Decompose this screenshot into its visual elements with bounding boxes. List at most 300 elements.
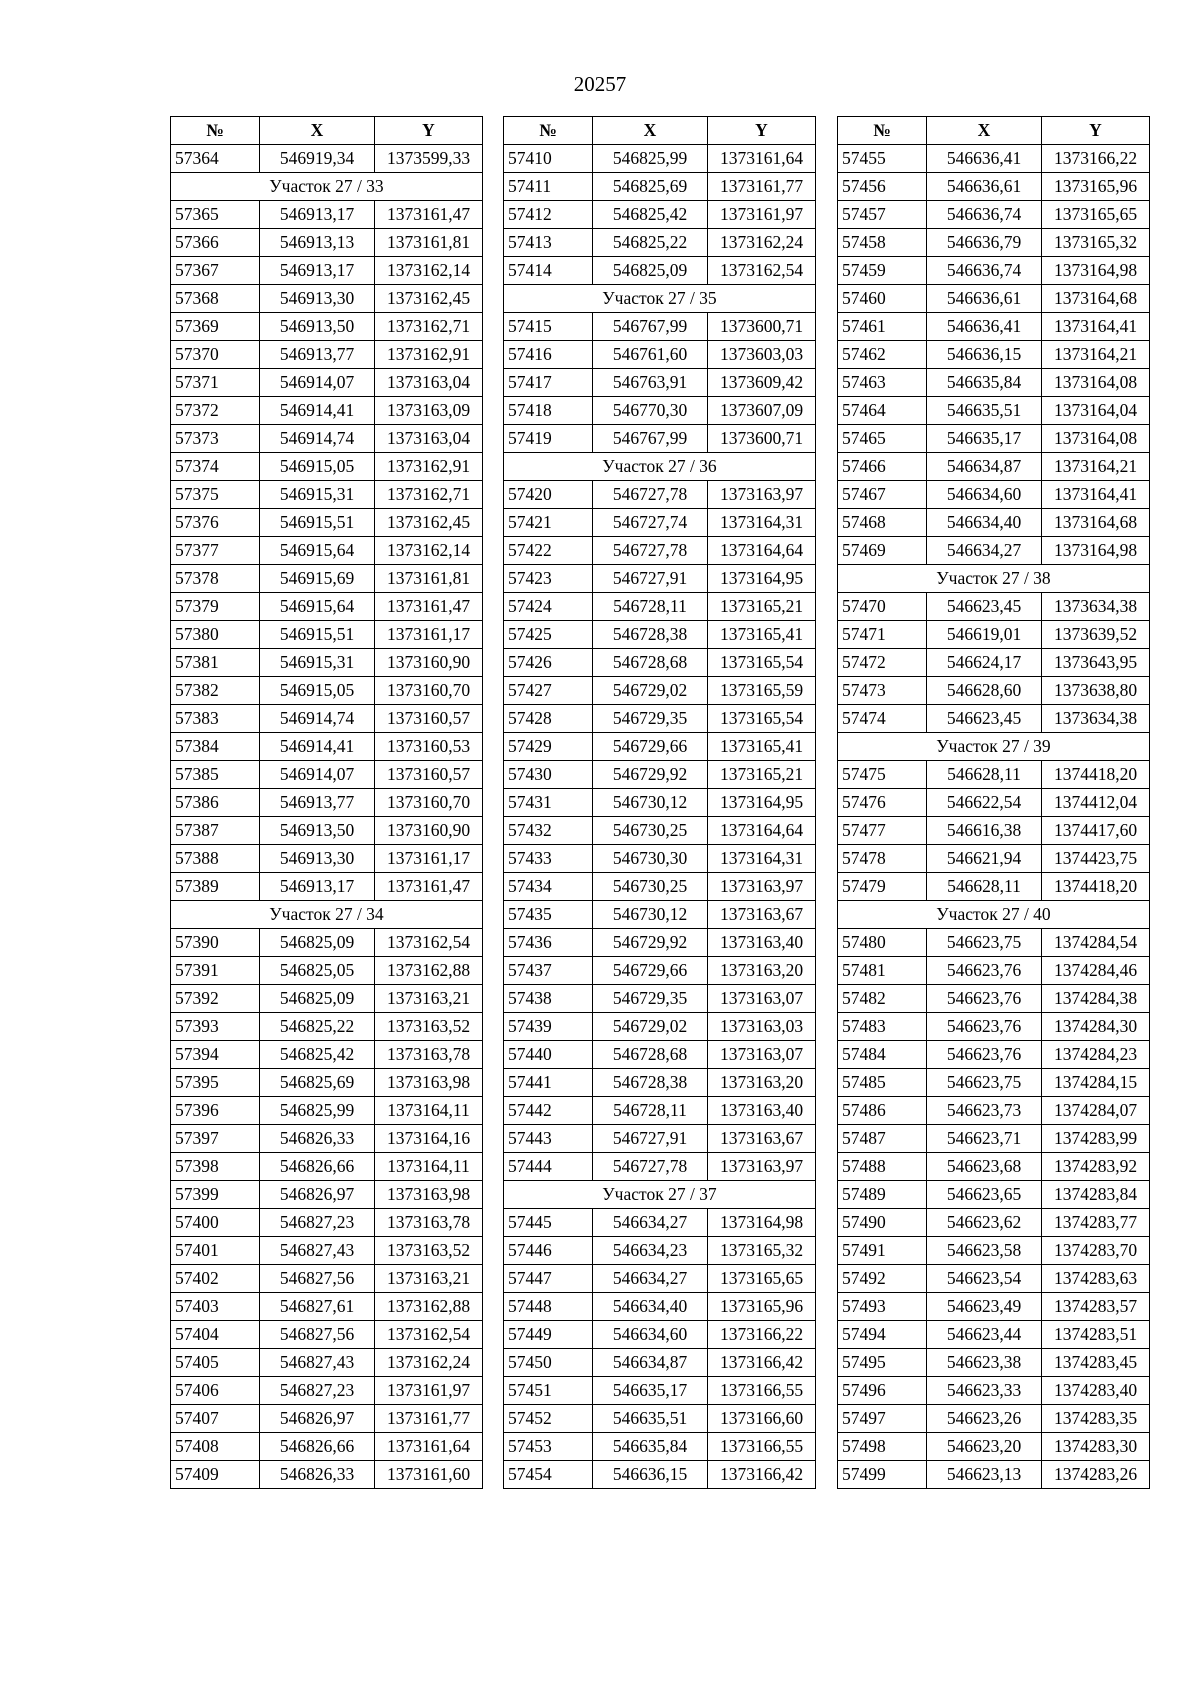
table-row — [171, 649, 483, 677]
point-number-cell: 57422 — [504, 537, 593, 565]
x-coordinate-cell: 546914,74 — [260, 425, 375, 453]
table-row — [504, 649, 816, 677]
table-row — [838, 1013, 1150, 1041]
x-coordinate-cell: 546623,38 — [927, 1349, 1042, 1377]
table-row — [504, 1013, 816, 1041]
table-row — [838, 789, 1150, 817]
table-row — [171, 1125, 483, 1153]
table-row — [171, 285, 483, 313]
y-coordinate-cell: 1373164,11 — [375, 1153, 483, 1181]
x-coordinate-cell: 546913,77 — [260, 789, 375, 817]
point-number-cell: 57469 — [838, 537, 927, 565]
y-coordinate-cell: 1373638,80 — [1042, 677, 1150, 705]
x-coordinate-cell: 546825,22 — [260, 1013, 375, 1041]
y-coordinate-cell: 1374283,35 — [1042, 1405, 1150, 1433]
table-row — [838, 1377, 1150, 1405]
y-coordinate-cell: 1373166,22 — [1042, 145, 1150, 173]
table-row — [171, 1013, 483, 1041]
point-number-cell: 57481 — [838, 957, 927, 985]
table-row — [504, 313, 816, 341]
point-number-cell: 57460 — [838, 285, 927, 313]
table-row — [838, 1097, 1150, 1125]
point-number-cell: 57376 — [171, 509, 260, 537]
x-coordinate-cell: 546636,79 — [927, 229, 1042, 257]
table-row — [504, 1293, 816, 1321]
x-coordinate-cell: 546913,77 — [260, 341, 375, 369]
y-coordinate-cell: 1373160,57 — [375, 761, 483, 789]
table-row — [838, 957, 1150, 985]
table-row — [504, 565, 816, 593]
x-coordinate-cell: 546728,68 — [593, 1041, 708, 1069]
table-row — [171, 817, 483, 845]
table-row — [838, 761, 1150, 789]
point-number-cell: 57466 — [838, 453, 927, 481]
y-coordinate-cell: 1373165,65 — [1042, 201, 1150, 229]
x-coordinate-cell: 546913,30 — [260, 285, 375, 313]
table-row — [171, 1181, 483, 1209]
x-coordinate-cell: 546634,27 — [927, 537, 1042, 565]
point-number-cell: 57405 — [171, 1349, 260, 1377]
x-coordinate-cell: 546727,78 — [593, 537, 708, 565]
y-coordinate-cell: 1373161,77 — [375, 1405, 483, 1433]
table-row — [171, 1153, 483, 1181]
x-coordinate-cell: 546913,30 — [260, 845, 375, 873]
point-number-cell: 57490 — [838, 1209, 927, 1237]
point-number-cell: 57448 — [504, 1293, 593, 1321]
x-coordinate-cell: 546729,66 — [593, 733, 708, 761]
y-coordinate-cell: 1373163,98 — [375, 1181, 483, 1209]
y-coordinate-cell: 1373163,20 — [708, 1069, 816, 1097]
x-coordinate-cell: 546825,99 — [593, 145, 708, 173]
table-row — [171, 789, 483, 817]
point-number-cell: 57415 — [504, 313, 593, 341]
table-row — [171, 565, 483, 593]
table-row — [504, 537, 816, 565]
table-row — [171, 341, 483, 369]
header-number: № — [171, 117, 260, 145]
x-coordinate-cell: 546628,60 — [927, 677, 1042, 705]
table-row — [504, 705, 816, 733]
y-coordinate-cell: 1373163,21 — [375, 1265, 483, 1293]
point-number-cell: 57427 — [504, 677, 593, 705]
y-coordinate-cell: 1373160,70 — [375, 789, 483, 817]
y-coordinate-cell: 1373162,45 — [375, 285, 483, 313]
y-coordinate-cell: 1373164,41 — [1042, 481, 1150, 509]
x-coordinate-cell: 546915,69 — [260, 565, 375, 593]
point-number-cell: 57439 — [504, 1013, 593, 1041]
point-number-cell: 57370 — [171, 341, 260, 369]
table-row — [171, 1377, 483, 1405]
x-coordinate-cell: 546730,30 — [593, 845, 708, 873]
x-coordinate-cell: 546914,07 — [260, 369, 375, 397]
point-number-cell: 57437 — [504, 957, 593, 985]
point-number-cell: 57382 — [171, 677, 260, 705]
section-title: Участок 27 / 37 — [504, 1181, 816, 1209]
y-coordinate-cell: 1373163,07 — [708, 1041, 816, 1069]
x-coordinate-cell: 546636,61 — [927, 285, 1042, 313]
point-number-cell: 57484 — [838, 1041, 927, 1069]
point-number-cell: 57440 — [504, 1041, 593, 1069]
x-coordinate-cell: 546913,17 — [260, 257, 375, 285]
y-coordinate-cell: 1373163,52 — [375, 1013, 483, 1041]
x-coordinate-cell: 546616,38 — [927, 817, 1042, 845]
table-row — [504, 201, 816, 229]
point-number-cell: 57393 — [171, 1013, 260, 1041]
y-coordinate-cell: 1373163,97 — [708, 1153, 816, 1181]
point-number-cell: 57491 — [838, 1237, 927, 1265]
point-number-cell: 57480 — [838, 929, 927, 957]
point-number-cell: 57485 — [838, 1069, 927, 1097]
point-number-cell: 57367 — [171, 257, 260, 285]
x-coordinate-cell: 546914,41 — [260, 397, 375, 425]
point-number-cell: 57396 — [171, 1097, 260, 1125]
point-number-cell: 57434 — [504, 873, 593, 901]
point-number-cell: 57450 — [504, 1349, 593, 1377]
table-row — [838, 257, 1150, 285]
x-coordinate-cell: 546623,68 — [927, 1153, 1042, 1181]
y-coordinate-cell: 1373161,97 — [708, 201, 816, 229]
y-coordinate-cell: 1373165,32 — [1042, 229, 1150, 257]
x-coordinate-cell: 546728,11 — [593, 593, 708, 621]
table-row — [171, 229, 483, 257]
y-coordinate-cell: 1374284,54 — [1042, 929, 1150, 957]
x-coordinate-cell: 546913,17 — [260, 201, 375, 229]
y-coordinate-cell: 1373164,68 — [1042, 509, 1150, 537]
y-coordinate-cell: 1374283,77 — [1042, 1209, 1150, 1237]
table-row — [504, 1125, 816, 1153]
y-coordinate-cell: 1373639,52 — [1042, 621, 1150, 649]
point-number-cell: 57397 — [171, 1125, 260, 1153]
point-number-cell: 57494 — [838, 1321, 927, 1349]
y-coordinate-cell: 1373165,65 — [708, 1265, 816, 1293]
table-row — [838, 453, 1150, 481]
x-coordinate-cell: 546623,76 — [927, 957, 1042, 985]
y-coordinate-cell: 1373161,64 — [708, 145, 816, 173]
table-row — [504, 1265, 816, 1293]
table-row — [838, 1069, 1150, 1097]
section-row — [504, 1181, 816, 1209]
table-row — [504, 1069, 816, 1097]
y-coordinate-cell: 1373161,17 — [375, 621, 483, 649]
x-coordinate-cell: 546825,69 — [593, 173, 708, 201]
header-number: № — [504, 117, 593, 145]
x-coordinate-cell: 546729,02 — [593, 1013, 708, 1041]
point-number-cell: 57462 — [838, 341, 927, 369]
point-number-cell: 57372 — [171, 397, 260, 425]
x-coordinate-cell: 546913,50 — [260, 817, 375, 845]
point-number-cell: 57445 — [504, 1209, 593, 1237]
y-coordinate-cell: 1373166,42 — [708, 1461, 816, 1489]
table-row — [171, 509, 483, 537]
x-coordinate-cell: 546634,87 — [593, 1349, 708, 1377]
section-row — [838, 565, 1150, 593]
header-x: X — [927, 117, 1042, 145]
x-coordinate-cell: 546915,31 — [260, 481, 375, 509]
x-coordinate-cell: 546634,23 — [593, 1237, 708, 1265]
table-row — [171, 201, 483, 229]
point-number-cell: 57430 — [504, 761, 593, 789]
y-coordinate-cell: 1373161,47 — [375, 873, 483, 901]
point-number-cell: 57495 — [838, 1349, 927, 1377]
y-coordinate-cell: 1373165,59 — [708, 677, 816, 705]
table-row — [838, 537, 1150, 565]
y-coordinate-cell: 1374284,07 — [1042, 1097, 1150, 1125]
point-number-cell: 57374 — [171, 453, 260, 481]
point-number-cell: 57497 — [838, 1405, 927, 1433]
point-number-cell: 57366 — [171, 229, 260, 257]
y-coordinate-cell: 1373164,31 — [708, 509, 816, 537]
y-coordinate-cell: 1373163,09 — [375, 397, 483, 425]
table-row — [504, 901, 816, 929]
y-coordinate-cell: 1373163,20 — [708, 957, 816, 985]
table-row — [838, 397, 1150, 425]
x-coordinate-cell: 546825,05 — [260, 957, 375, 985]
table-row — [504, 1209, 816, 1237]
x-coordinate-cell: 546826,66 — [260, 1433, 375, 1461]
table-row — [171, 453, 483, 481]
y-coordinate-cell: 1373164,68 — [1042, 285, 1150, 313]
point-number-cell: 57388 — [171, 845, 260, 873]
x-coordinate-cell: 546825,09 — [593, 257, 708, 285]
y-coordinate-cell: 1373162,24 — [708, 229, 816, 257]
section-title: Участок 27 / 33 — [171, 173, 483, 201]
x-coordinate-cell: 546729,35 — [593, 705, 708, 733]
y-coordinate-cell: 1373165,96 — [1042, 173, 1150, 201]
table-row — [504, 761, 816, 789]
y-coordinate-cell: 1373165,41 — [708, 733, 816, 761]
table-row — [838, 677, 1150, 705]
x-coordinate-cell: 546623,26 — [927, 1405, 1042, 1433]
point-number-cell: 57418 — [504, 397, 593, 425]
point-number-cell: 57402 — [171, 1265, 260, 1293]
header-y: Y — [1042, 117, 1150, 145]
point-number-cell: 57389 — [171, 873, 260, 901]
point-number-cell: 57390 — [171, 929, 260, 957]
y-coordinate-cell: 1373160,57 — [375, 705, 483, 733]
point-number-cell: 57472 — [838, 649, 927, 677]
x-coordinate-cell: 546729,92 — [593, 761, 708, 789]
y-coordinate-cell: 1373607,09 — [708, 397, 816, 425]
section-row — [838, 733, 1150, 761]
table-row — [504, 817, 816, 845]
x-coordinate-cell: 546634,60 — [593, 1321, 708, 1349]
table-row — [171, 1097, 483, 1125]
x-coordinate-cell: 546915,05 — [260, 677, 375, 705]
y-coordinate-cell: 1373164,21 — [1042, 453, 1150, 481]
x-coordinate-cell: 546826,33 — [260, 1125, 375, 1153]
y-coordinate-cell: 1373162,91 — [375, 453, 483, 481]
table-row — [838, 985, 1150, 1013]
y-coordinate-cell: 1373163,78 — [375, 1041, 483, 1069]
table-row — [504, 229, 816, 257]
point-number-cell: 57492 — [838, 1265, 927, 1293]
x-coordinate-cell: 546623,44 — [927, 1321, 1042, 1349]
y-coordinate-cell: 1373162,54 — [708, 257, 816, 285]
section-title: Участок 27 / 34 — [171, 901, 483, 929]
point-number-cell: 57364 — [171, 145, 260, 173]
y-coordinate-cell: 1373164,08 — [1042, 369, 1150, 397]
y-coordinate-cell: 1373164,98 — [1042, 257, 1150, 285]
x-coordinate-cell: 546623,76 — [927, 1041, 1042, 1069]
point-number-cell: 57373 — [171, 425, 260, 453]
coordinates-table-2 — [503, 116, 816, 1489]
point-number-cell: 57419 — [504, 425, 593, 453]
point-number-cell: 57399 — [171, 1181, 260, 1209]
y-coordinate-cell: 1373161,81 — [375, 565, 483, 593]
point-number-cell: 57406 — [171, 1377, 260, 1405]
x-coordinate-cell: 546825,09 — [260, 929, 375, 957]
table-row — [171, 1433, 483, 1461]
x-coordinate-cell: 546623,45 — [927, 705, 1042, 733]
point-number-cell: 57473 — [838, 677, 927, 705]
x-coordinate-cell: 546767,99 — [593, 425, 708, 453]
point-number-cell: 57478 — [838, 845, 927, 873]
point-number-cell: 57498 — [838, 1433, 927, 1461]
x-coordinate-cell: 546636,15 — [593, 1461, 708, 1489]
point-number-cell: 57438 — [504, 985, 593, 1013]
table-header-row — [504, 117, 816, 145]
x-coordinate-cell: 546728,38 — [593, 1069, 708, 1097]
table-row — [838, 229, 1150, 257]
point-number-cell: 57423 — [504, 565, 593, 593]
x-coordinate-cell: 546729,02 — [593, 677, 708, 705]
x-coordinate-cell: 546730,25 — [593, 873, 708, 901]
y-coordinate-cell: 1373163,78 — [375, 1209, 483, 1237]
coordinates-table-3 — [837, 116, 1150, 1489]
y-coordinate-cell: 1374283,30 — [1042, 1433, 1150, 1461]
y-coordinate-cell: 1374418,20 — [1042, 761, 1150, 789]
section-title: Участок 27 / 35 — [504, 285, 816, 313]
table-row — [171, 957, 483, 985]
point-number-cell: 57401 — [171, 1237, 260, 1265]
table-row — [838, 705, 1150, 733]
x-coordinate-cell: 546827,23 — [260, 1209, 375, 1237]
x-coordinate-cell: 546827,43 — [260, 1237, 375, 1265]
point-number-cell: 57451 — [504, 1377, 593, 1405]
x-coordinate-cell: 546636,41 — [927, 145, 1042, 173]
point-number-cell: 57378 — [171, 565, 260, 593]
table-row — [838, 481, 1150, 509]
y-coordinate-cell: 1374283,84 — [1042, 1181, 1150, 1209]
point-number-cell: 57365 — [171, 201, 260, 229]
x-coordinate-cell: 546728,68 — [593, 649, 708, 677]
y-coordinate-cell: 1373162,71 — [375, 481, 483, 509]
x-coordinate-cell: 546636,15 — [927, 341, 1042, 369]
table-row — [838, 1461, 1150, 1489]
y-coordinate-cell: 1373163,67 — [708, 901, 816, 929]
y-coordinate-cell: 1373161,17 — [375, 845, 483, 873]
point-number-cell: 57475 — [838, 761, 927, 789]
x-coordinate-cell: 546915,64 — [260, 593, 375, 621]
y-coordinate-cell: 1373164,98 — [708, 1209, 816, 1237]
y-coordinate-cell: 1373162,14 — [375, 537, 483, 565]
table-row — [504, 733, 816, 761]
table-row — [838, 201, 1150, 229]
point-number-cell: 57463 — [838, 369, 927, 397]
point-number-cell: 57470 — [838, 593, 927, 621]
point-number-cell: 57444 — [504, 1153, 593, 1181]
table-row — [171, 845, 483, 873]
point-number-cell: 57380 — [171, 621, 260, 649]
table-row — [171, 1265, 483, 1293]
y-coordinate-cell: 1373163,07 — [708, 985, 816, 1013]
table-row — [838, 173, 1150, 201]
table-row — [171, 929, 483, 957]
y-coordinate-cell: 1374423,75 — [1042, 845, 1150, 873]
point-number-cell: 57429 — [504, 733, 593, 761]
x-coordinate-cell: 546727,78 — [593, 481, 708, 509]
y-coordinate-cell: 1373162,91 — [375, 341, 483, 369]
table-row — [504, 1433, 816, 1461]
x-coordinate-cell: 546825,09 — [260, 985, 375, 1013]
y-coordinate-cell: 1373165,54 — [708, 705, 816, 733]
y-coordinate-cell: 1374418,20 — [1042, 873, 1150, 901]
table-row — [504, 1153, 816, 1181]
x-coordinate-cell: 546763,91 — [593, 369, 708, 397]
y-coordinate-cell: 1374412,04 — [1042, 789, 1150, 817]
y-coordinate-cell: 1373634,38 — [1042, 705, 1150, 733]
x-coordinate-cell: 546636,61 — [927, 173, 1042, 201]
table-row — [504, 369, 816, 397]
table-row — [171, 537, 483, 565]
header-number: № — [838, 117, 927, 145]
y-coordinate-cell: 1373162,45 — [375, 509, 483, 537]
y-coordinate-cell: 1373162,54 — [375, 1321, 483, 1349]
table-row — [171, 313, 483, 341]
x-coordinate-cell: 546635,51 — [593, 1405, 708, 1433]
x-coordinate-cell: 546623,75 — [927, 929, 1042, 957]
table-row — [838, 145, 1150, 173]
table-row — [504, 173, 816, 201]
x-coordinate-cell: 546619,01 — [927, 621, 1042, 649]
x-coordinate-cell: 546623,76 — [927, 985, 1042, 1013]
point-number-cell: 57417 — [504, 369, 593, 397]
y-coordinate-cell: 1373162,71 — [375, 313, 483, 341]
point-number-cell: 57421 — [504, 509, 593, 537]
point-number-cell: 57449 — [504, 1321, 593, 1349]
point-number-cell: 57377 — [171, 537, 260, 565]
x-coordinate-cell: 546623,76 — [927, 1013, 1042, 1041]
x-coordinate-cell: 546827,43 — [260, 1349, 375, 1377]
table-row — [838, 873, 1150, 901]
y-coordinate-cell: 1373164,31 — [708, 845, 816, 873]
y-coordinate-cell: 1373160,70 — [375, 677, 483, 705]
y-coordinate-cell: 1373166,60 — [708, 1405, 816, 1433]
section-row — [171, 901, 483, 929]
table-header-row — [838, 117, 1150, 145]
x-coordinate-cell: 546623,49 — [927, 1293, 1042, 1321]
y-coordinate-cell: 1373165,21 — [708, 761, 816, 789]
x-coordinate-cell: 546914,07 — [260, 761, 375, 789]
point-number-cell: 57467 — [838, 481, 927, 509]
y-coordinate-cell: 1373164,08 — [1042, 425, 1150, 453]
point-number-cell: 57398 — [171, 1153, 260, 1181]
table-row — [838, 817, 1150, 845]
y-coordinate-cell: 1373160,90 — [375, 649, 483, 677]
point-number-cell: 57461 — [838, 313, 927, 341]
x-coordinate-cell: 546635,51 — [927, 397, 1042, 425]
y-coordinate-cell: 1373600,71 — [708, 425, 816, 453]
x-coordinate-cell: 546634,87 — [927, 453, 1042, 481]
table-row — [838, 1433, 1150, 1461]
point-number-cell: 57454 — [504, 1461, 593, 1489]
point-number-cell: 57488 — [838, 1153, 927, 1181]
x-coordinate-cell: 546826,33 — [260, 1461, 375, 1489]
point-number-cell: 57493 — [838, 1293, 927, 1321]
y-coordinate-cell: 1373164,21 — [1042, 341, 1150, 369]
x-coordinate-cell: 546727,91 — [593, 565, 708, 593]
table-row — [504, 1321, 816, 1349]
